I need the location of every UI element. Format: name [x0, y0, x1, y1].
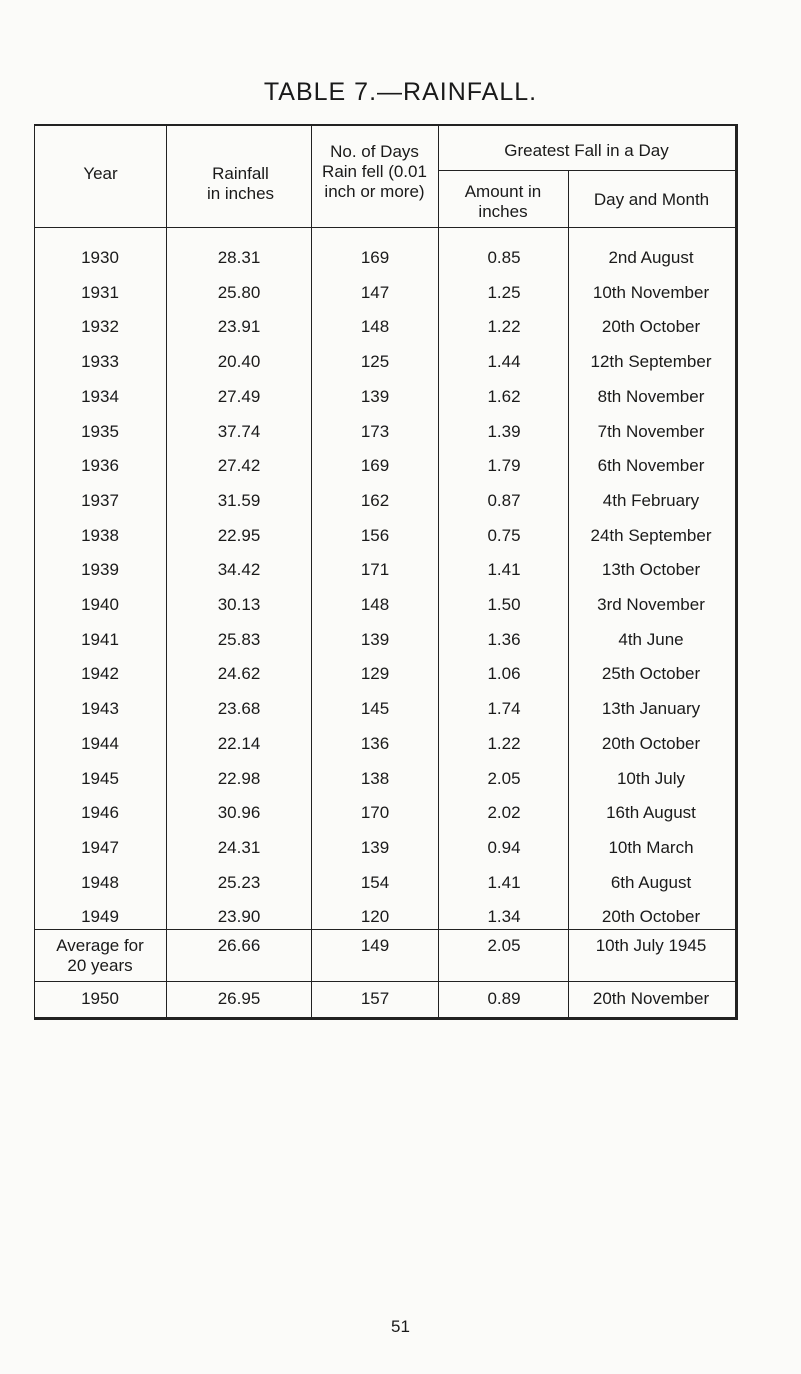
cell-year: 1943	[81, 699, 119, 719]
cell-amount: 1.62	[487, 386, 521, 406]
cell-year: 1930	[81, 248, 119, 267]
cell-rainfall: 25.83	[217, 629, 261, 649]
cell-days: 139	[360, 386, 390, 406]
cell-year: 1941	[81, 629, 119, 649]
cell-year: 1945	[81, 768, 119, 788]
cell-amount: 1.44	[487, 352, 521, 372]
cell-year: 1942	[81, 664, 119, 684]
cell-year: 1948	[81, 872, 119, 892]
cell-rainfall: 22.14	[217, 733, 261, 753]
cell-year: 1938	[81, 525, 119, 545]
cell-days: 154	[360, 872, 390, 892]
cell-year: 1936	[81, 456, 119, 476]
cell-amount: 1.74	[487, 699, 521, 719]
cell-rainfall: 27.49	[217, 386, 261, 406]
page-number: 51	[391, 1317, 410, 1336]
cell-date: 12th September	[590, 352, 712, 372]
current-amount: 0.89	[487, 989, 521, 1008]
cell-year: 1937	[81, 490, 119, 510]
cell-days: 129	[360, 664, 390, 684]
header-amount: Amount in inches	[464, 182, 542, 221]
cell-year: 1932	[81, 317, 119, 337]
cell-days: 145	[360, 699, 390, 719]
cell-amount: 1.22	[487, 733, 521, 753]
cell-days: 156	[360, 525, 390, 545]
cell-year: 1949	[81, 907, 119, 927]
cell-amount: 1.34	[487, 907, 521, 927]
cell-days: 139	[360, 837, 390, 857]
current-rainfall: 26.95	[217, 989, 261, 1008]
cell-amount: 2.02	[487, 803, 521, 823]
cell-rainfall: 27.42	[217, 456, 261, 476]
greatest-fall-underline	[438, 170, 735, 171]
column-divider	[311, 126, 312, 1017]
cell-year: 1947	[81, 837, 119, 857]
cell-date: 20th October	[601, 317, 701, 337]
cell-rainfall: 24.31	[217, 837, 261, 857]
cell-year: 1946	[81, 803, 119, 823]
cell-date: 25th October	[601, 664, 701, 684]
cell-rainfall: 28.31	[217, 248, 261, 267]
cell-rainfall: 34.42	[217, 560, 261, 580]
cell-rainfall: 37.74	[217, 421, 261, 441]
cell-amount: 1.39	[487, 421, 521, 441]
average-rule	[35, 981, 735, 982]
cell-year: 1944	[81, 733, 119, 753]
current-year: 1950	[81, 989, 119, 1008]
cell-date: 20th October	[601, 733, 701, 753]
cell-days: 148	[360, 317, 390, 337]
cell-rainfall: 25.23	[217, 872, 261, 892]
column-divider	[568, 171, 569, 1017]
cell-date: 3rd November	[597, 595, 705, 614]
cell-days: 170	[360, 803, 390, 823]
cell-rainfall: 30.96	[217, 803, 261, 823]
cell-date: 4th June	[618, 629, 684, 649]
cell-rainfall: 30.13	[217, 595, 261, 614]
cell-date: 16th August	[606, 803, 696, 823]
cell-days: 169	[360, 248, 390, 267]
cell-rainfall: 25.80	[217, 282, 261, 302]
header-day-month: Day and Month	[593, 190, 710, 209]
cell-date: 13th October	[601, 560, 701, 580]
cell-amount: 1.36	[487, 629, 521, 649]
cell-amount: 1.79	[487, 456, 521, 476]
cell-days: 125	[360, 352, 390, 372]
cell-date: 8th November	[597, 386, 705, 406]
cell-days: 120	[360, 907, 390, 927]
current-days: 157	[360, 989, 390, 1008]
cell-days: 139	[360, 629, 390, 649]
cell-year: 1935	[81, 421, 119, 441]
cell-rainfall: 20.40	[217, 352, 261, 372]
cell-date: 2nd August	[608, 248, 694, 267]
cell-date: 6th August	[610, 872, 692, 892]
cell-date: 20th October	[601, 907, 701, 927]
cell-rainfall: 24.62	[217, 664, 261, 684]
cell-amount: 1.22	[487, 317, 521, 337]
average-days: 149	[360, 936, 390, 955]
cell-amount: 1.06	[487, 664, 521, 684]
average-amount: 2.05	[487, 936, 521, 955]
average-year-line2: 20 years	[67, 956, 133, 975]
column-divider	[438, 126, 439, 1017]
cell-rainfall: 23.90	[217, 907, 261, 927]
cell-days: 136	[360, 733, 390, 753]
cell-year: 1940	[81, 595, 119, 614]
cell-days: 162	[360, 490, 390, 510]
header-rainfall	[206, 164, 275, 204]
cell-days: 173	[360, 421, 390, 441]
cell-rainfall: 23.68	[217, 699, 261, 719]
cell-amount: 0.75	[487, 525, 521, 545]
cell-amount: 1.41	[487, 560, 521, 580]
average-date: 10th July 1945	[595, 936, 707, 955]
cell-amount: 0.85	[487, 248, 521, 267]
cell-amount: 1.41	[487, 872, 521, 892]
average-year-line1: Average for	[56, 936, 144, 955]
cell-rainfall: 31.59	[217, 490, 261, 510]
cell-date: 10th November	[592, 282, 710, 302]
cell-amount: 1.25	[487, 282, 521, 302]
cell-rainfall: 23.91	[217, 317, 261, 337]
cell-days: 138	[360, 768, 390, 788]
cell-year: 1939	[81, 560, 119, 580]
cell-amount: 2.05	[487, 768, 521, 788]
cell-amount: 1.50	[487, 595, 521, 614]
header-year: Year	[83, 164, 118, 183]
cell-date: 7th November	[597, 421, 705, 441]
cell-days: 171	[360, 560, 390, 580]
rainfall-table	[34, 124, 738, 1020]
header-days	[311, 142, 438, 202]
cell-days: 148	[360, 595, 390, 614]
cell-amount: 0.87	[487, 490, 521, 510]
column-divider	[166, 126, 167, 1017]
cell-days: 169	[360, 456, 390, 476]
cell-date: 10th July	[616, 768, 686, 788]
cell-date: 24th September	[590, 525, 712, 545]
cell-rainfall: 22.95	[217, 525, 261, 545]
current-date: 20th November	[592, 989, 710, 1008]
cell-days: 147	[360, 282, 390, 302]
cell-year: 1933	[81, 352, 119, 372]
cell-date: 10th March	[608, 837, 694, 857]
header-rule	[35, 227, 735, 228]
cell-date: 13th January	[601, 699, 701, 719]
cell-amount: 0.94	[487, 837, 521, 857]
header-days-text: No. of Days Rain fell (0.01 inch or more)	[322, 142, 427, 201]
cell-date: 4th February	[602, 490, 700, 510]
page-title: TABLE 7.—RAINFALL.	[263, 78, 538, 106]
cell-rainfall: 22.98	[217, 768, 261, 788]
header-greatest-fall: Greatest Fall in a Day	[504, 141, 669, 160]
body-rule	[35, 929, 735, 930]
cell-year: 1934	[81, 386, 119, 406]
average-rainfall: 26.66	[217, 936, 261, 955]
header-rainfall-text: Rainfall in inches	[206, 164, 275, 203]
cell-year: 1931	[81, 282, 119, 302]
cell-date: 6th November	[597, 456, 705, 476]
